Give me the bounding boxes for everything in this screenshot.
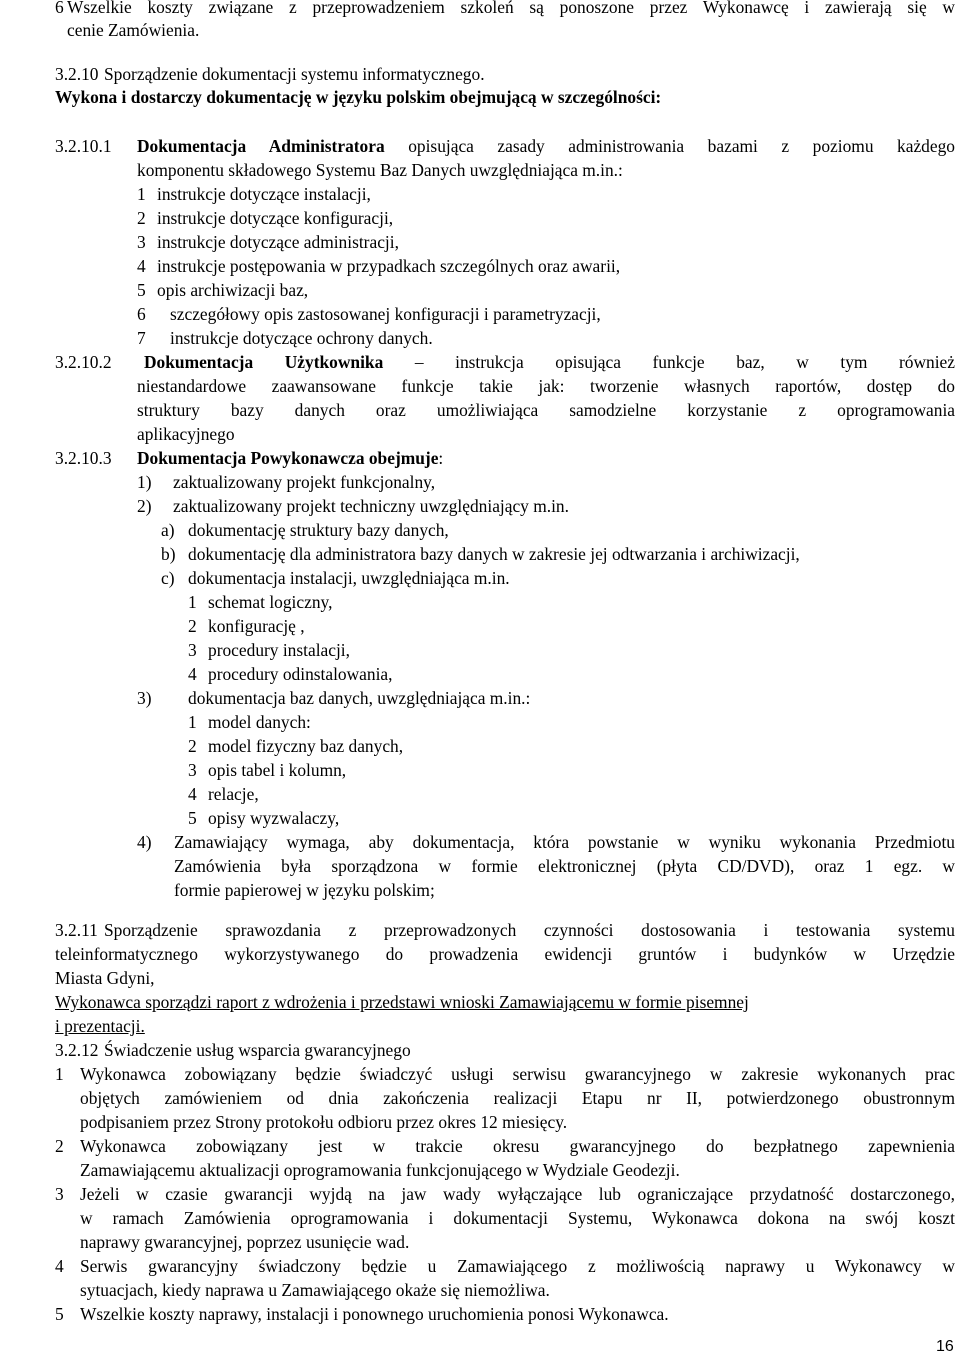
section-3-2-10-1-number: 3.2.10.1 [55,136,112,156]
warranty-item-line: Jeżeli w czasie gwarancji wyjdą na jaw wady wyłączające lub ograniczające przydatność dostarczonego, [80,1184,955,1204]
section-3-2-10-2-title: Dokumentacja Użytkownika [144,352,384,372]
item-4-line-3: formie papierowej w języku polskim; [174,880,435,900]
list-item: 3 opis tabel i kolumn, [188,760,347,780]
list-item: 1 model danych: [188,712,311,732]
item-4-line-2: Zamówienia była sporządzona w formie elektronicznej (płyta CD/DVD), oraz 1 egz. w [174,856,955,876]
section-3-2-10-1-line-1 [137,135,955,158]
section-3-2-11-number: 3.2.11 [55,920,98,940]
list-item: 4 procedury odinstalowania, [188,664,393,684]
list-item: 3 procedury instalacji, [188,640,350,660]
section-3-2-11-line-3: Miasta Gdyni, [55,968,155,988]
list-item: 3 instrukcje dotyczące administracji, [137,232,399,252]
section-3-2-10-number: 3.2.10 [55,64,99,84]
section-3-2-10-2-line-1 [144,351,955,374]
warranty-item-line: Serwis gwarancyjny świadczony będzie u Zamawiającego z możliwością naprawy u Wykonawcy w [80,1256,955,1276]
list-item: 7 instrukcje dotyczące ochrony danych. [137,328,433,348]
section-3-2-10-1-line-2: komponentu składowego Systemu Baz Danych uwzględniająca m.in.: [137,160,623,180]
warranty-item-line: Wszelkie koszty naprawy, instalacji i ponownego uruchomienia ponosi Wykonawca. [80,1304,669,1324]
list-item: 6 szczegółowy opis zastosowanej konfiguracji i parametryzacji, [137,304,601,324]
list-item: 5 opis archiwizacji baz, [137,280,309,300]
list-item: 2 konfigurację , [188,616,305,636]
list-item: 3) dokumentacja baz danych, uwzględniająca m.in.: [137,688,531,708]
warranty-item-line: objętych zamówieniem od dnia zakończenia realizacji Etapu nr II, potwierdzonego obustronnym [80,1088,955,1108]
list-item: 2) zaktualizowany projekt techniczny uwzględniający m.in. [137,496,569,516]
list-item: a) dokumentację struktury bazy danych, [161,520,449,540]
warranty-item-number: 5 [55,1304,64,1324]
item-4-line-1: Zamawiający wymaga, aby dokumentacja, która powstanie w wyniku wykonania Przedmiotu [174,832,955,852]
list-item: 2 model fizyczny baz danych, [188,736,404,756]
section-3-2-10-2-text: – instrukcja opisująca funkcje baz, w tym również [414,352,955,372]
warranty-item-line: w ramach Zamówienia oprogramowania i dokumentacji Systemu, Wykonawca dokona na swój koszt [80,1208,955,1228]
warranty-item-line: Wykonawca zobowiązany będzie świadczyć usługi serwisu gwarancyjnego w zakresie wykonanych prac [80,1064,955,1084]
page-number: 16 [936,1338,954,1355]
warranty-item-number: 1 [55,1064,64,1084]
section-3-2-11-line-1: Sporządzenie sprawozdania z przeprowadzonych czynności dostosowania i testowania systemu [104,920,955,940]
section-3-2-11-underlined-1: Wykonawca sporządzi raport z wdrożenia i przedstawi wnioski Zamawiającemu w formie pisemnej [55,992,749,1012]
section-3-2-10-2-line-4: aplikacyjnego [137,424,235,444]
section-3-2-11-underlined-2: i prezentacji. [55,1016,145,1036]
section-3-2-10-3-heading: Dokumentacja Powykonawcza obejmuje: [137,448,444,468]
warranty-item-line: sytuacjach, kiedy naprawa u Zamawiającego okaże się niemożliwa. [80,1280,550,1300]
section-3-2-10-intro: Wykona i dostarczy dokumentację w języku polskim obejmującą w szczególności: [55,87,662,107]
item-6-line-1: Wszelkie koszty związane z przeprowadzeniem szkoleń są ponoszone przez Wykonawcę i zawierają się w [67,0,955,17]
warranty-item-line: Wykonawca zobowiązany jest w trakcie okresu gwarancyjnego do bezpłatnego zapewnienia [80,1136,955,1156]
item-6-number: 6 [55,0,64,17]
section-3-2-12-heading: Świadczenie usług wsparcia gwarancyjnego [104,1040,411,1060]
list-item: 2 instrukcje dotyczące konfiguracji, [137,208,394,228]
section-3-2-11-line-2: teleinformatycznego wykorzystywanego do prowadzenia ewidencji gruntów i budynków w Urzędzie [55,944,955,964]
section-3-2-10-2-line-2: niestandardowe zaawansowane funkcje takie jak: tworzenie własnych raportów, dostęp do [137,376,955,396]
list-item: 4 relacje, [188,784,259,804]
warranty-item-line: Zamawiającemu aktualizacji oprogramowania funkcjonującego w Wydziale Geodezji. [80,1160,680,1180]
item-6-line-2: cenie Zamówienia. [67,20,200,40]
list-item: b) dokumentację dla administratora bazy danych w zakresie jej odtwarzania i archiwizacji, [161,544,800,564]
list-item: 1 instrukcje dotyczące instalacji, [137,184,371,204]
list-item: 1 schemat logiczny, [188,592,333,612]
section-3-2-10-1-title: Dokumentacja Administratora [137,136,385,156]
list-item: 4 instrukcje postępowania w przypadkach szczególnych oraz awarii, [137,256,621,276]
section-3-2-10-3-number: 3.2.10.3 [55,448,112,468]
item-4-number: 4) [137,832,152,852]
section-3-2-10-2-line-3: struktury bazy danych oraz umożliwiająca samodzielne korzystanie z oprogramowania [137,400,955,420]
list-item: 1) zaktualizowany projekt funkcjonalny, [137,472,436,492]
warranty-item-number: 4 [55,1256,64,1276]
warranty-item-number: 3 [55,1184,64,1204]
section-3-2-10-1-text: opisująca zasady administrowania bazami z poziomu każdego [408,136,955,156]
list-item: 5 opisy wyzwalaczy, [188,808,340,828]
section-3-2-10-3-title: Dokumentacja Powykonawcza obejmuje [137,448,439,468]
warranty-item-line: podpisaniem przez Strony protokołu odbioru przez okres 12 miesięcy. [80,1112,568,1132]
section-3-2-10-2-number: 3.2.10.2 [55,352,112,372]
warranty-item-line: naprawy gwarancyjnej, poprzez usunięcie wad. [80,1232,410,1252]
section-3-2-10-heading: Sporządzenie dokumentacji systemu informatycznego. [104,64,485,84]
list-item: c) dokumentacja instalacji, uwzględniająca m.in. [161,568,510,588]
section-3-2-12-number: 3.2.12 [55,1040,99,1060]
warranty-item-number: 2 [55,1136,64,1156]
